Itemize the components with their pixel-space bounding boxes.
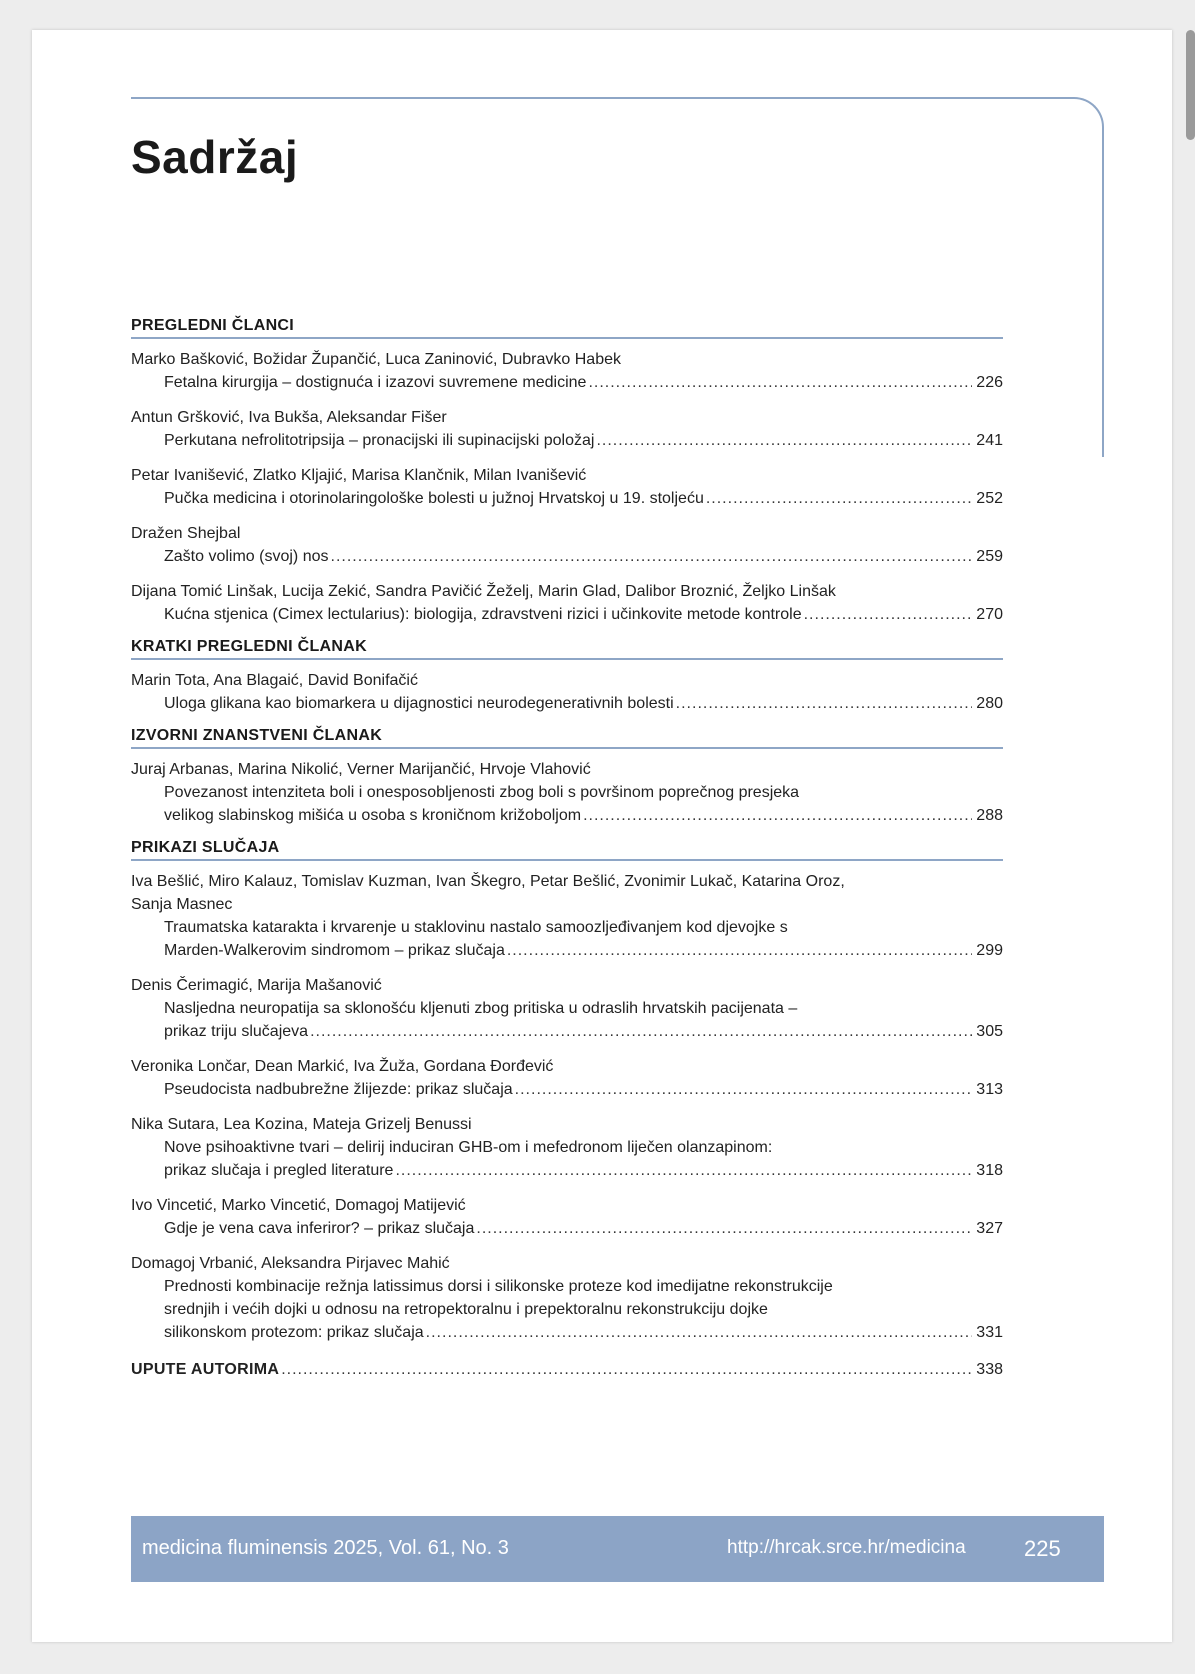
toc-entry[interactable] (131, 1055, 1003, 1101)
entry-title-text: Pseudocista nadbubrežne žlijezde: prikaz slučaja (164, 1081, 513, 1098)
toc-entry[interactable] (131, 1252, 1003, 1344)
section-heading: PRIKAZI SLUČAJA (131, 839, 1003, 861)
entry-title-last-line (131, 545, 1003, 568)
entry-title-text: prikaz triju slučajeva (164, 1023, 309, 1040)
toc-entry[interactable] (131, 522, 1003, 568)
toc-entry[interactable] (131, 870, 1003, 962)
entry-authors: Juraj Arbanas, Marina Nikolić, Verner Marijančić, Hrvoje Vlahović (131, 761, 591, 778)
entry-title-last-line (131, 1078, 1003, 1101)
toc-entry[interactable] (131, 974, 1003, 1043)
entry-title-text: prikaz slučaja i pregled literature (164, 1162, 394, 1179)
toc-entry[interactable] (131, 1113, 1003, 1182)
entry-authors: Ivo Vincetić, Marko Vincetić, Domagoj Matijević (131, 1197, 466, 1214)
entry-page-number: 252 (976, 490, 1003, 507)
entry-title-last-line (131, 1217, 1003, 1240)
page-number: 225 (1024, 1536, 1061, 1561)
entry-page-number: 299 (976, 942, 1003, 959)
entry-title-text: velikog slabinskog mišića u osoba s kroničnom križoboljom (164, 807, 582, 824)
dot-leader (281, 1358, 972, 1381)
dot-leader (331, 545, 973, 568)
entry-page-number: 288 (976, 807, 1003, 824)
journal-citation: medicina fluminensis 2025, Vol. 61, No. 3 (142, 1537, 509, 1559)
entry-authors: Iva Bešlić, Miro Kalauz, Tomislav Kuzman, Ivan Škegro, Petar Bešlić, Zvonimir Lukač, Katarina Oroz, (131, 873, 845, 890)
toc-entry[interactable] (131, 348, 1003, 394)
journal-url-link[interactable]: http://hrcak.srce.hr/medicina (727, 1537, 966, 1558)
entry-title-last-line (131, 804, 1003, 827)
entry-title-line: Traumatska katarakta i krvarenje u staklovinu nastalo samoozljeđivanjem kod djevojke s (164, 919, 788, 936)
entry-page-number: 327 (976, 1220, 1003, 1237)
entry-title-last-line (131, 1321, 1003, 1344)
entry-authors: Sanja Masnec (131, 896, 233, 913)
dot-leader (310, 1020, 972, 1043)
entry-title-text: Uloga glikana kao biomarkera u dijagnostici neurodegenerativnih bolesti (164, 695, 674, 712)
dot-leader (588, 371, 972, 394)
page-footer (131, 1516, 1104, 1582)
entry-title-last-line (131, 371, 1003, 394)
dot-leader (676, 692, 973, 715)
entry-title-text: Perkutana nefrolitotripsija – pronacijski ili supinacijski položaj (164, 432, 595, 449)
entry-authors: Dijana Tomić Linšak, Lucija Zekić, Sandra Pavičić Žeželj, Marin Glad, Dalibor Broznić, Željko Linšak (131, 583, 836, 600)
entry-title-last-line (131, 1159, 1003, 1182)
toc-section (131, 317, 1003, 626)
entry-title-text: Marden-Walkerovim sindromom – prikaz slučaja (164, 942, 505, 959)
toc-entry[interactable] (131, 406, 1003, 452)
section-heading: KRATKI PREGLEDNI ČLANAK (131, 638, 1003, 660)
entry-title-line: Povezanost intenziteta boli i onesposobljenosti zbog boli s površinom poprečnog presjeka (164, 784, 800, 801)
entry-authors: Denis Čerimagić, Marija Mašanović (131, 977, 382, 994)
entry-authors: Veronika Lončar, Dean Markić, Iva Žuža, Gordana Đorđević (131, 1058, 554, 1075)
table-of-contents (131, 317, 1003, 1381)
entry-title-text: Zašto volimo (svoj) nos (164, 548, 329, 565)
entry-authors: Domagoj Vrbanić, Aleksandra Pirjavec Mahić (131, 1255, 450, 1272)
entry-page-number: 241 (976, 432, 1003, 449)
entry-title-last-line (131, 939, 1003, 962)
entry-page-number: 313 (976, 1081, 1003, 1098)
entry-page-number: 280 (976, 695, 1003, 712)
toc-section (131, 839, 1003, 1344)
entry-page-number: 270 (976, 606, 1003, 623)
toc-entry[interactable] (131, 580, 1003, 626)
dot-leader (515, 1078, 973, 1101)
dot-leader (476, 1217, 972, 1240)
author-guidelines-label: UPUTE AUTORIMA (131, 1361, 280, 1378)
entry-authors: Dražen Shejbal (131, 525, 241, 542)
entry-title-text: Kućna stjenica (Cimex lectularius): biologija, zdravstveni rizici i učinkovite metode kontrole (164, 606, 802, 623)
dot-leader (804, 603, 973, 626)
entry-title-text: Fetalna kirurgija – dostignuća i izazovi suvremene medicine (164, 374, 587, 391)
entry-page-number: 338 (976, 1361, 1003, 1378)
entry-title-last-line (131, 1020, 1003, 1043)
dot-leader (583, 804, 972, 827)
entry-title-line: Prednosti kombinacije režnja latissimus dorsi i silikonske proteze kod imedijatne rekonstrukcije (164, 1278, 833, 1295)
entry-title-line: Nove psihoaktivne tvari – delirij induciran GHB-om i mefedronom liječen olanzapinom: (164, 1139, 773, 1156)
dot-leader (596, 429, 972, 452)
entry-title-line: srednjih i većih dojki u odnosu na retropektoralnu i prepektoralnu rekonstrukciju dojke (164, 1301, 768, 1318)
entry-page-number: 226 (976, 374, 1003, 391)
document-page (32, 30, 1172, 1642)
entry-title-line: Nasljedna neuropatija sa sklonošću kljenuti zbog pritiska u odraslih hrvatskih pacijenata – (164, 1000, 798, 1017)
entry-title-last-line (131, 603, 1003, 626)
dot-leader (395, 1159, 972, 1182)
section-heading: PREGLEDNI ČLANCI (131, 317, 1003, 339)
entry-authors: Petar Ivanišević, Zlatko Kljajić, Marisa Klančnik, Milan Ivanišević (131, 467, 587, 484)
entry-title-text: Pučka medicina i otorinolaringološke bolesti u južnoj Hrvatskoj u 19. stoljeću (164, 490, 704, 507)
entry-page-number: 259 (976, 548, 1003, 565)
entry-page-number: 331 (976, 1324, 1003, 1341)
entry-title-last-line (131, 692, 1003, 715)
entry-authors: Marko Bašković, Božidar Župančić, Luca Zaninović, Dubravko Habek (131, 351, 621, 368)
entry-authors: Antun Gršković, Iva Bukša, Aleksandar Fišer (131, 409, 447, 426)
scrollbar-thumb[interactable] (1186, 30, 1195, 140)
entry-authors: Nika Sutara, Lea Kozina, Mateja Grizelj Benussi (131, 1116, 472, 1133)
entry-title-text: silikonskom protezom: prikaz slučaja (164, 1324, 424, 1341)
dot-leader (706, 487, 972, 510)
entry-page-number: 305 (976, 1023, 1003, 1040)
entry-title-last-line (131, 429, 1003, 452)
dot-leader (507, 939, 972, 962)
section-heading: IZVORNI ZNANSTVENI ČLANAK (131, 727, 1003, 749)
toc-entry[interactable] (131, 464, 1003, 510)
toc-entry[interactable] (131, 1194, 1003, 1240)
entry-page-number: 318 (976, 1162, 1003, 1179)
toc-section (131, 638, 1003, 715)
toc-section (131, 727, 1003, 827)
toc-entry-author-guidelines[interactable] (131, 1358, 1003, 1381)
toc-entry[interactable] (131, 669, 1003, 715)
entry-title-text: Gdje je vena cava inferiror? – prikaz slučaja (164, 1220, 475, 1237)
entry-authors: Marin Tota, Ana Blagaić, David Bonifačić (131, 672, 418, 689)
entry-title-last-line (131, 487, 1003, 510)
toc-entry[interactable] (131, 758, 1003, 827)
page-title: Sadržaj (131, 131, 299, 183)
dot-leader (426, 1321, 973, 1344)
